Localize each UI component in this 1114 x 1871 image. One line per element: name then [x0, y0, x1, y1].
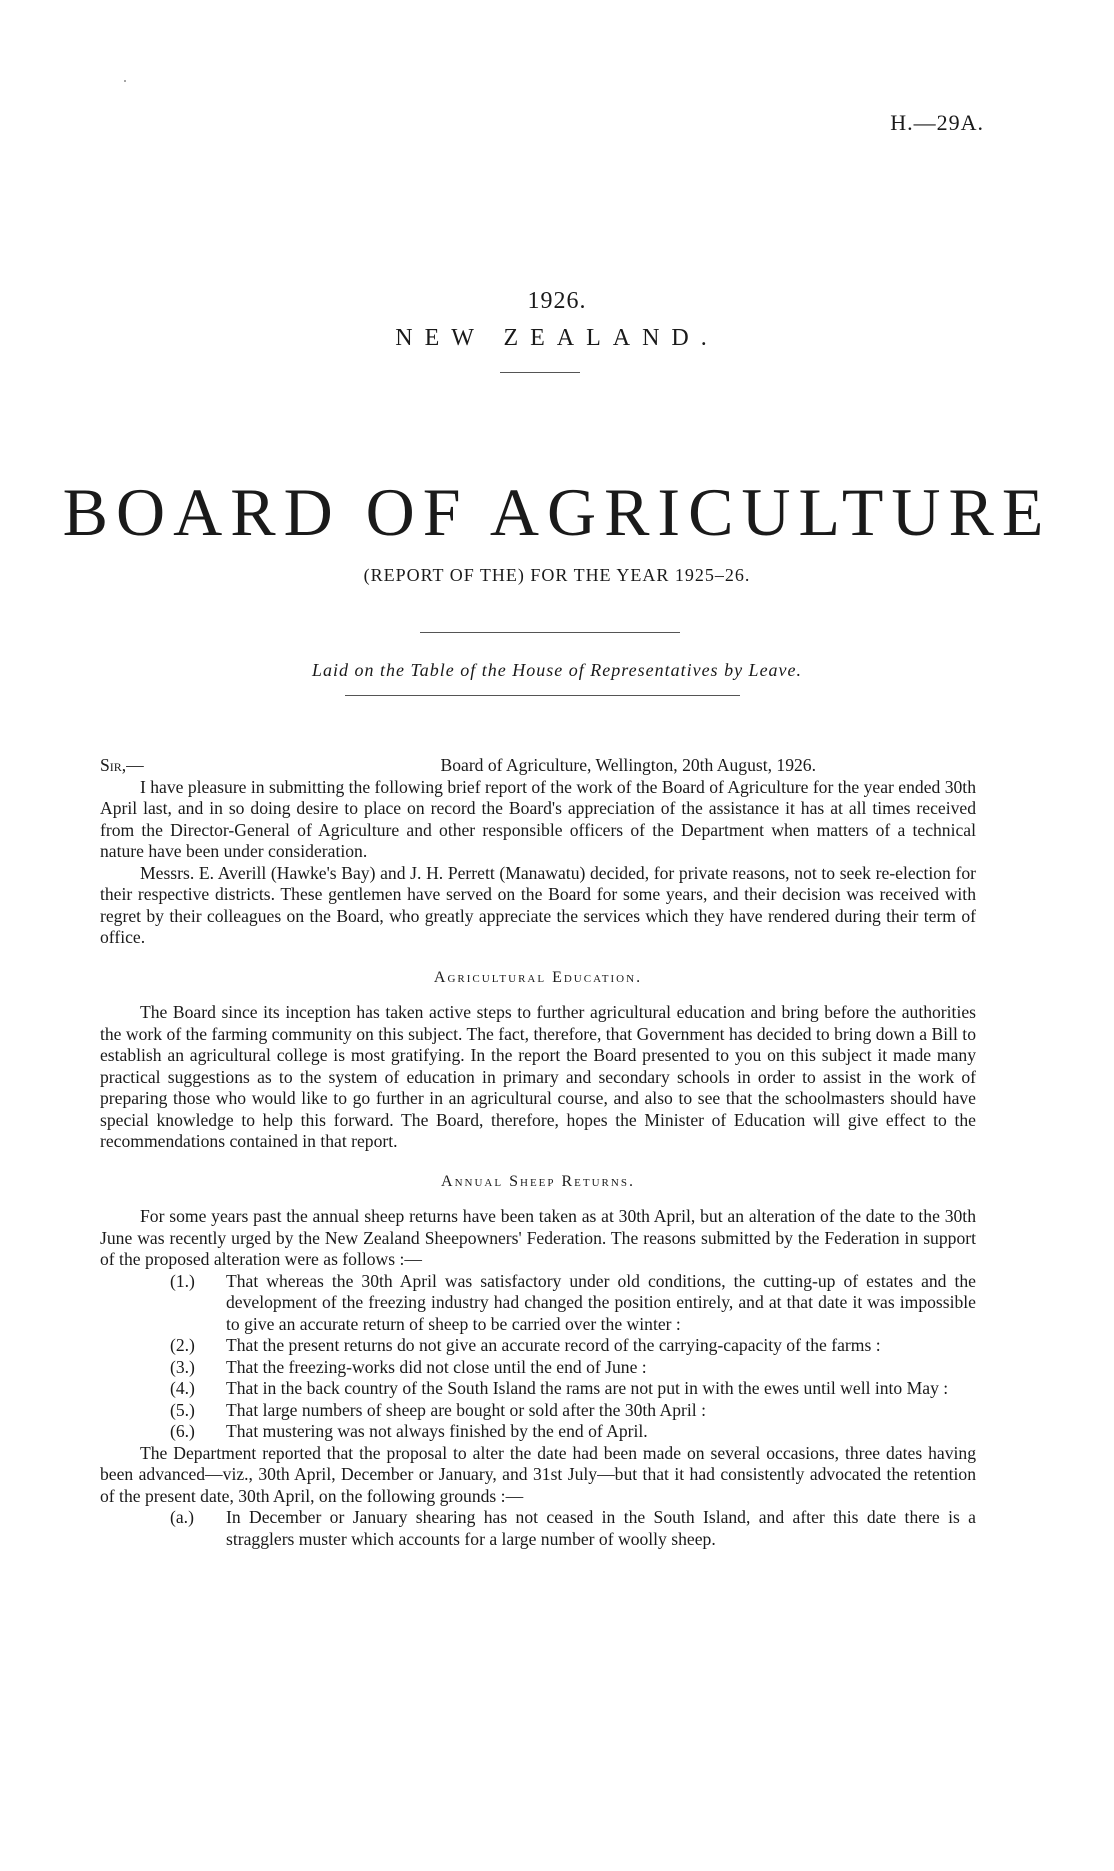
sheep-returns-paragraph: For some years past the annual sheep returns have been taken as at 30th April, but an alteration of the date to the 30th June was recently urged by the New Zealand Sheepowners' Federation. The reasons submitted by the Federation in support of the proposed alteration were as follows :—	[100, 1206, 976, 1269]
federation-reasons-list	[100, 1271, 976, 1443]
list-item-text: That the present returns do not give an accurate record of the carrying-capacity of the farms :	[226, 1335, 881, 1355]
scan-speck	[124, 80, 126, 82]
department-paragraph: The Department reported that the proposal to alter the date had been made on several occasions, three dates having been advanced—viz., 30th April, December or January, and 31st July—but that it had consistently advocated the retention of the present date, 30th April, on the following grounds :—	[100, 1442, 976, 1506]
education-paragraph: The Board since its inception has taken active steps to further agricultural education and bring before the authorities the work of the farming community on this subject. The fact, therefore, that Government has decided to bring down a Bill to establish an agricultural college is most gratifying. In the report the Board presented to you on this subject it made many practical suggestions as to the system of education in primary and secondary schools in order to assist in the work of preparing those who would like to go further in an agricultural course, and also to see that the schoolmasters should have special knowledge to help this forward. The Board, therefore, hopes the Minister of Education will give effect to the recommendations contained in that report.	[100, 1002, 976, 1151]
divider-bottom	[345, 695, 740, 696]
report-year: 1926.	[527, 288, 587, 314]
divider-short	[500, 372, 580, 373]
list-item-number: (6.)	[170, 1421, 195, 1441]
list-item	[100, 1271, 976, 1336]
intro-paragraph: I have pleasure in submitting the following brief report of the work of the Board of Agriculture for the year ended 30th April last, and in so doing desire to place on record the Board's appreciation of the assistance it has at all times received from the Director-General of Agriculture and other responsible officers of the Department when matters of a technical nature have been under consideration.	[100, 776, 976, 861]
list-item-number: (1.)	[170, 1270, 195, 1291]
report-body	[100, 755, 976, 1550]
list-item-text: That in the back country of the South Island the rams are not put in with the ewes until well into May :	[226, 1378, 949, 1398]
list-item-number: (5.)	[170, 1399, 195, 1420]
country-name: NEW ZEALAND.	[395, 325, 719, 351]
list-item	[100, 1357, 976, 1379]
list-item-text: That large numbers of sheep are bought or sold after the 30th April :	[226, 1399, 706, 1420]
place-and-date: Board of Agriculture, Wellington, 20th August, 1926.	[440, 755, 816, 775]
report-title: BOARD OF AGRICULTURE	[62, 474, 1052, 550]
list-item	[100, 1378, 976, 1400]
list-item-text: In December or January shearing has not ceased in the South Island, and after this date there is a stragglers muster which accounts for a large number of woolly sheep.	[226, 1507, 976, 1549]
list-item-text: That the freezing-works did not close until the end of June :	[226, 1356, 647, 1377]
list-item-number: (2.)	[170, 1335, 195, 1355]
education-heading: Agricultural Education.	[433, 968, 643, 986]
members-paragraph: Messrs. E. Averill (Hawke's Bay) and J. H. Perrett (Manawatu) decided, for private reasons, not to seek re-election for their respective districts. These gentlemen have served on the Board for some years, and their decision was received with regret by their colleagues on the Board, who greatly appreciate the services which they have rendered during their term of office.	[100, 862, 976, 947]
divider-top	[420, 632, 680, 633]
list-item-number: (4.)	[170, 1378, 195, 1398]
list-item	[100, 1335, 976, 1357]
list-item-number: (3.)	[170, 1356, 195, 1377]
department-grounds-list	[100, 1507, 976, 1550]
list-item-text: That mustering was not always finished by the end of April.	[226, 1421, 648, 1441]
list-item-number: (a.)	[170, 1507, 194, 1527]
salutation-line	[100, 755, 976, 777]
list-item	[100, 1400, 976, 1422]
salutation: Sir,—	[100, 755, 144, 775]
list-item	[100, 1507, 976, 1550]
document-reference: H.—29A.	[890, 110, 984, 135]
laid-notice: Laid on the Table of the House of Representatives by Leave.	[311, 660, 803, 680]
list-item	[100, 1421, 976, 1443]
report-subtitle: (REPORT OF THE) FOR THE YEAR 1925–26.	[363, 565, 751, 585]
list-item-text: That whereas the 30th April was satisfactory under old conditions, the cutting-up of estates and the development of the freezing industry had changed the position entirely, and at that date it was impossible to give an accurate return of sheep to be carried over the winter :	[226, 1270, 976, 1334]
sheep-returns-heading: Annual Sheep Returns.	[441, 1172, 635, 1190]
